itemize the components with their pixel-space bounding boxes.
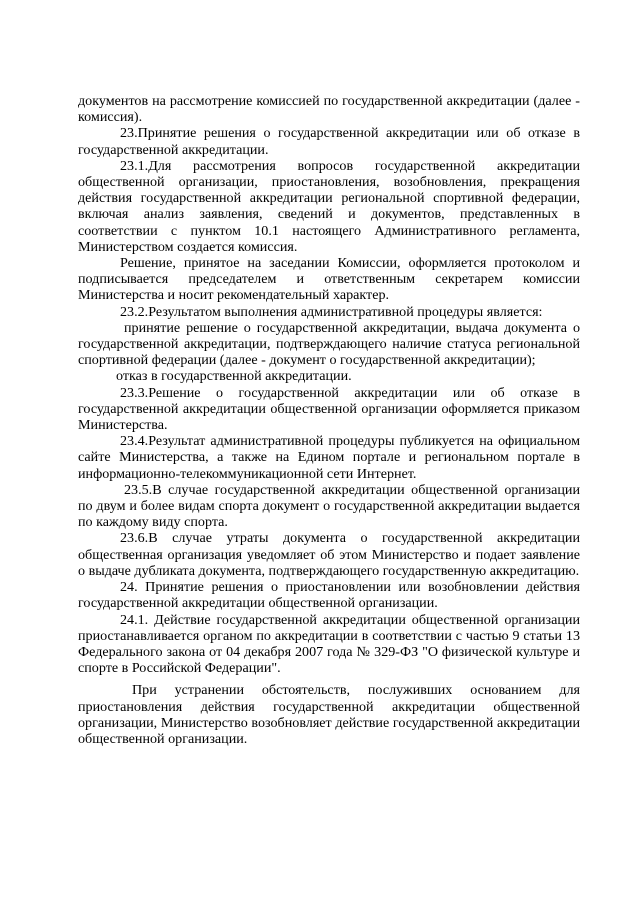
paragraph-result-refusal: отказ в государственной аккредитации. <box>116 368 352 385</box>
paragraph-result-accreditation: принятие решение о государственной аккредитации, выдача документа о государственной аккредитации, подтверждающего наличие статуса региональной спортивной федерации (далее - документ о государственной аккредитации); <box>78 319 580 369</box>
document-body <box>78 93 580 747</box>
paragraph-23-6: 23.6.В случае утраты документа о государственной аккредитации общественная организация уведомляет об этом Министерство и подает заявление о выдаче дубликата документа, подтверждающего государственную аккредитацию. <box>78 530 580 579</box>
paragraph-continuation: документов на рассмотрение комиссией по государственной аккредитации (далее - комиссия). <box>78 93 580 126</box>
paragraph-23-3: 23.3.Решение о государственной аккредитации или об отказе в государственной аккредитации общественной организации оформляется приказом Министерства. <box>78 384 580 434</box>
paragraph-23-2: 23.2.Результатом выполнения административной процедуры является: <box>120 303 543 320</box>
paragraph-23-5: 23.5.В случае государственной аккредитации общественной организации по двум и более видам спорта документ о государственной аккредитации выдается по каждому виду спорта. <box>78 481 580 531</box>
paragraph-24-1: 24.1. Действие государственной аккредитации общественной организации приостанавливается органом по аккредитации в соответствии с частью 9 статьи 13 Федерального закона от 04 декабря 2007 года № 329-ФЗ "О физической культуре и спорте в Российской Федерации". <box>78 611 580 677</box>
paragraph-renewal: При устранении обстоятельств, послуживших основанием для приостановления действия государственной аккредитации общественной организации, Министерство возобновляет действие государственной аккредитации общественной организации. <box>78 682 580 747</box>
paragraph-23-1: 23.1.Для рассмотрения вопросов государственной аккредитации общественной организации, приостановления, возобновления, прекращения действия государственной аккредитации региональной спортивной федерации, включая анализ заявления, сведений и документов, представленных в соответствии с пунктом 10.1 настоящего Административного регламента, Министерством создается комиссия. <box>78 157 580 255</box>
paragraph-decision-protocol: Решение, принятое на заседании Комиссии, оформляется протоколом и подписывается председателем и ответственным секретарем комиссии Министерства и носит рекомендательный характер. <box>78 255 580 304</box>
paragraph-24: 24. Принятие решения о приостановлении или возобновлении действия государственной аккредитации общественной организации. <box>78 579 580 612</box>
paragraph-23: 23.Принятие решения о государственной аккредитации или об отказе в государственной аккредитации. <box>78 125 580 158</box>
paragraph-23-4: 23.4.Результат административной процедуры публикуется на официальном сайте Министерства, а также на Едином портале и региональном портале в информационно-телекоммуникационной сети Интернет. <box>78 433 580 482</box>
